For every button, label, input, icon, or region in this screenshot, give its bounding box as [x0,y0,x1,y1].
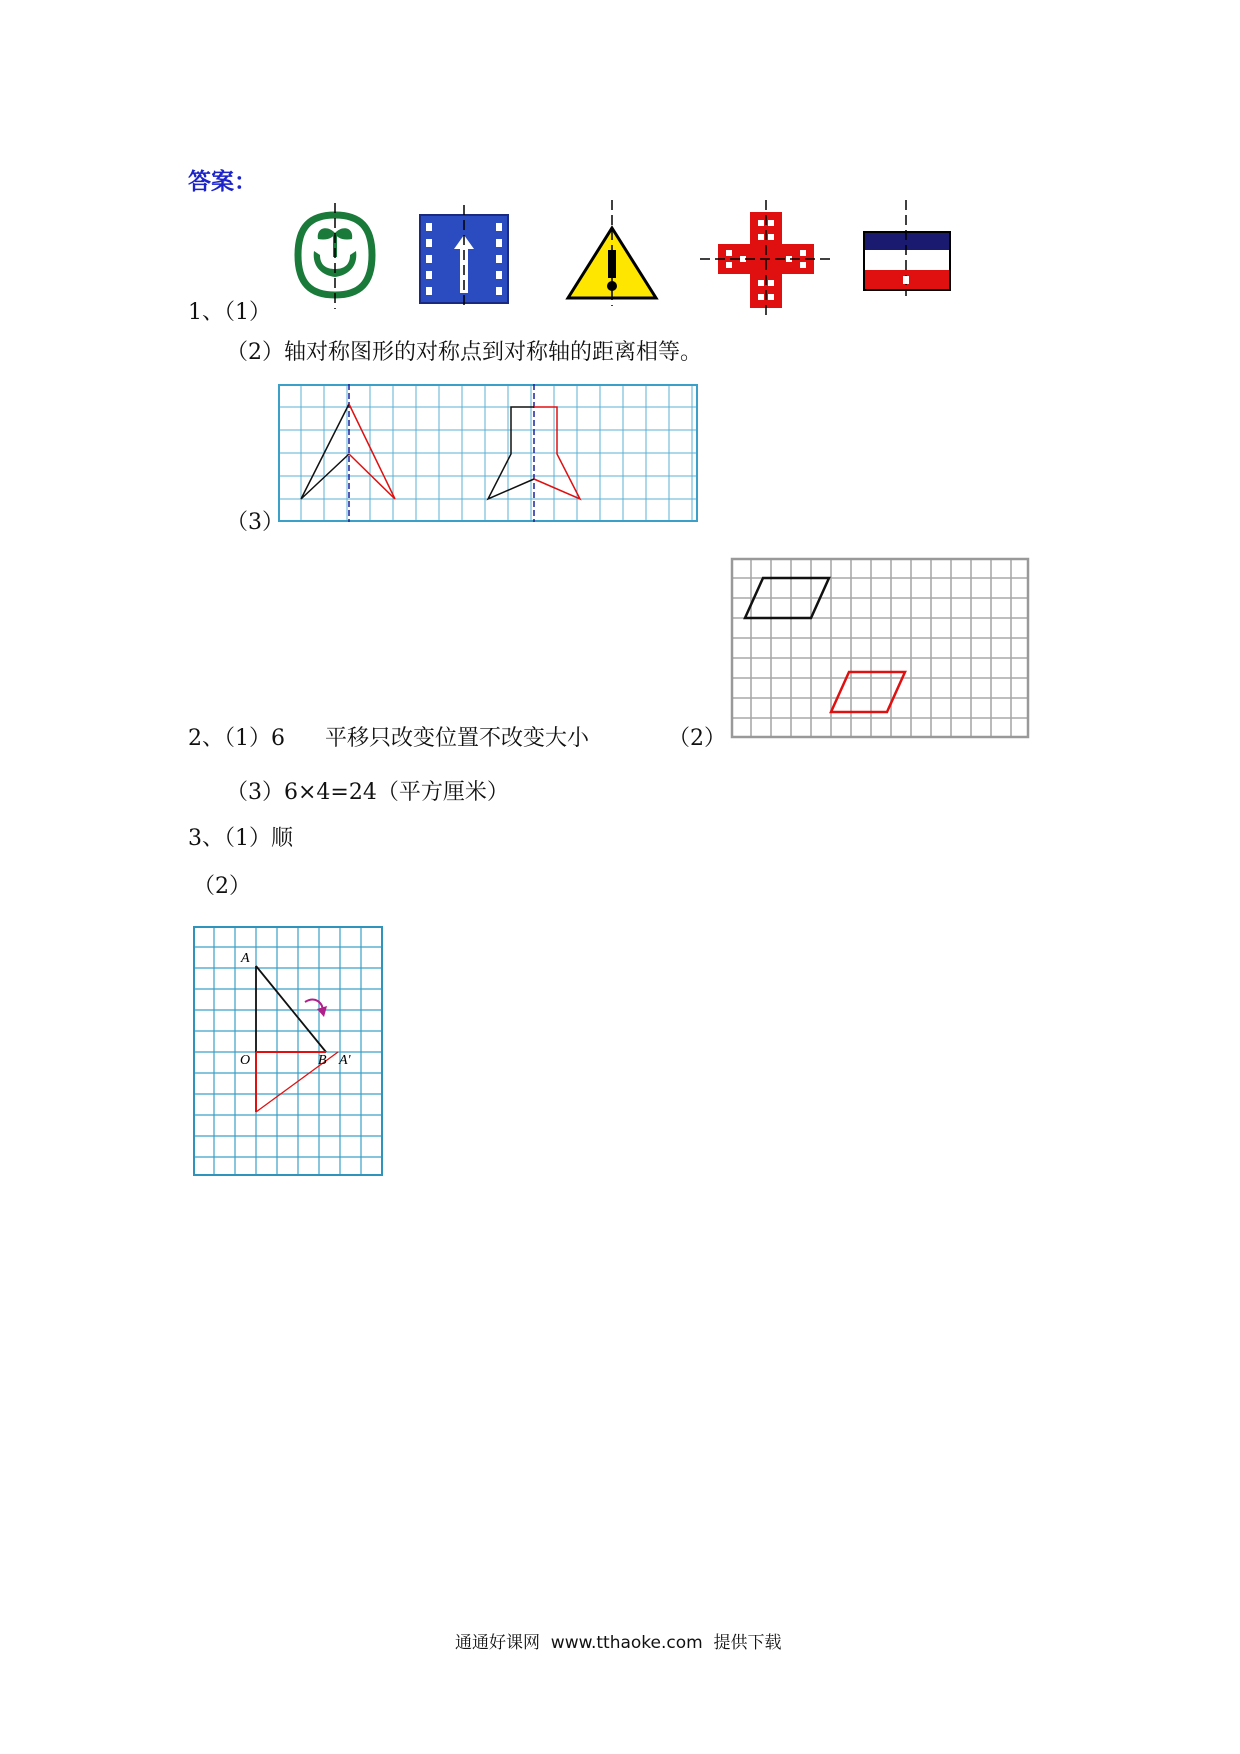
q1-answer-2: （2）轴对称图形的对称点到对称轴的距离相等。 [226,340,702,365]
q2-line1-b: 平移只改变位置不改变大小 [325,726,590,751]
point-label-a: A [241,951,250,966]
warning-sign-figure [564,200,660,305]
point-label-a-prime: A' [339,1053,351,1068]
q3-line2: （2） [193,874,251,899]
q3-rotation-grid [193,926,383,1176]
q2-line1-c: （2） [668,726,726,751]
flag-figure [862,200,954,300]
answer-title: 答案： [188,169,257,195]
q2-translation-grid [731,558,1029,738]
q2-line1-a: 2、（1）6 [188,726,285,751]
red-cross-figure [700,200,832,318]
point-label-o: O [240,1053,251,1068]
footer-text: 通通好课网 www.tthaoke.com 提供下载 [455,1633,782,1653]
eco-logo-figure [290,205,380,305]
q3-line1: 3、（1）顺 [188,826,293,851]
q1-label-1: 1、（1） [188,300,271,325]
point-label-b: B [318,1053,327,1068]
q1-label-3: （3） [226,510,284,535]
road-sign-figure [418,205,510,305]
q2-line2: （3）6×4=24（平方厘米） [226,780,509,805]
q1-symmetry-grid [278,384,698,522]
